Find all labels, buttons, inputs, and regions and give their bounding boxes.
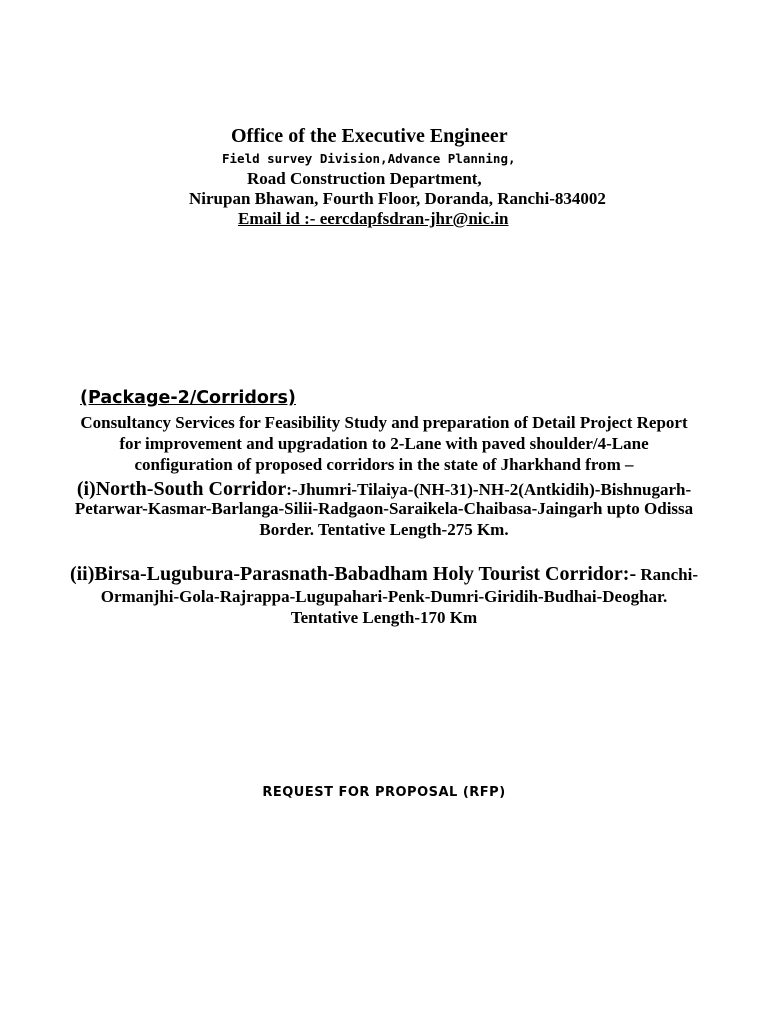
corridor-1-line-1 [0, 478, 768, 501]
description-line-3: configuration of proposed corridors in the state of Jharkhand from – [134, 455, 634, 474]
department-line: Road Construction Department, [247, 169, 482, 188]
description-line-1: Consultancy Services for Feasibility Study and preparation of Detail Project Report [80, 413, 688, 432]
division-line: Field survey Division,Advance Planning, [222, 151, 516, 166]
corridor-2-route-start: Ranchi- [636, 565, 699, 584]
email-line: Email id :- eercdapfsdran-jhr@nic.in [238, 209, 509, 228]
package-label: (Package-2/Corridors) [80, 388, 296, 408]
address-line: Nirupan Bhawan, Fourth Floor, Doranda, Ranchi-834002 [189, 189, 606, 208]
corridor-2-title: (ii)Birsa-Lugubura-Parasnath-Babadham Holy Tourist Corridor:- [69, 563, 637, 585]
corridor-2-line-3: Tentative Length-170 Km [290, 608, 478, 627]
corridor-1-route-start: :-Jhumri-Tilaiya-(NH-31)-NH-2(Antkidih)-Bishnugarh- [286, 480, 692, 499]
corridor-1-title: (i)North-South Corridor [76, 478, 287, 500]
corridor-1-line-2: Petarwar-Kasmar-Barlanga-Silii-Radgaon-Saraikela-Chaibasa-Jaingarh upto Odissa [74, 499, 694, 518]
office-title: Office of the Executive Engineer [231, 125, 508, 147]
rfp-heading: REQUEST FOR PROPOSAL (RFP) [262, 785, 506, 800]
corridor-2-line-2: Ormanjhi-Gola-Rajrappa-Lugupahari-Penk-Dumri-Giridih-Budhai-Deoghar. [100, 587, 668, 606]
description-line-2: for improvement and upgradation to 2-Lane with paved shoulder/4-Lane [119, 434, 649, 453]
corridor-1-line-3: Border. Tentative Length-275 Km. [259, 520, 509, 539]
corridor-2-line-1 [0, 563, 768, 586]
